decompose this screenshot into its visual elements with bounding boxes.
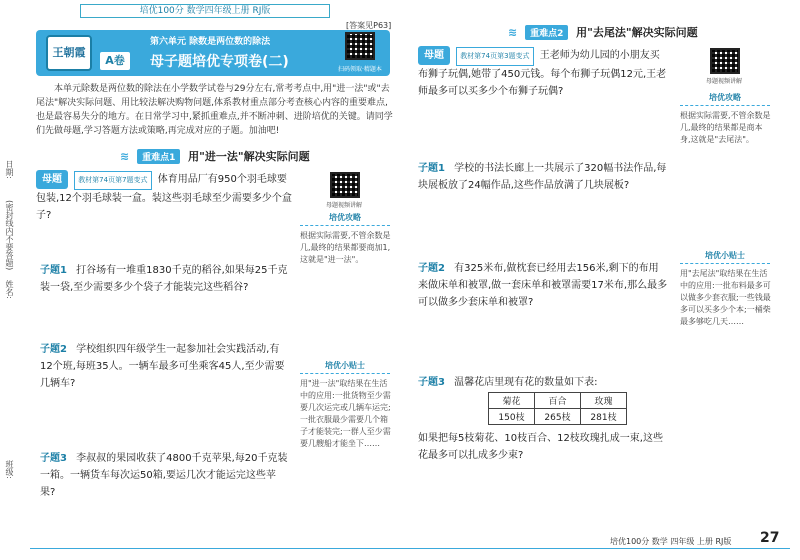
footer-divider xyxy=(30,548,790,549)
sub-problem-3-right xyxy=(418,374,668,391)
table-cell: 281枝 xyxy=(581,409,627,425)
sub-problem-3-left xyxy=(40,450,290,501)
table-cell: 265枝 xyxy=(535,409,581,425)
tip-body: 用"去尾法"取结果在生活中的应用:一批布料最多可以做多少套衣服;一些钱最多可以买多少个本;一桶柴最多够吃几天…… xyxy=(680,269,771,326)
problem-text: 学校组织四年级学生一起参加社会实践活动,有12个班,每班35人。一辆车最多可坐乘客45人,至少需要几辆车? xyxy=(40,344,285,389)
tip-title: 培优小贴士 xyxy=(300,360,390,374)
mother-problem-right xyxy=(418,46,668,100)
seal-note: (密封线内不要答题) xyxy=(5,200,14,271)
table-header-cell: 菊花 xyxy=(489,393,535,409)
tip-title: 培优攻略 xyxy=(680,92,770,106)
sub-label: 子题1 xyxy=(418,163,445,174)
answer-reference: [答案见P63] xyxy=(346,21,392,30)
table-header-row xyxy=(489,393,627,409)
top-banner xyxy=(0,0,410,20)
chevron-icon: ≋ xyxy=(508,26,518,39)
date-label: 日期: xyxy=(5,160,14,179)
unit-title: 第六单元 除数是两位数的除法 xyxy=(150,37,271,47)
table-cell: 150枝 xyxy=(489,409,535,425)
section-heading-1 xyxy=(120,148,310,166)
footer-text: 培优100分 数学 四年级 上册 RJ版 xyxy=(610,537,732,546)
brand-logo: 王朝霞 xyxy=(46,35,92,71)
tip-title: 培优小贴士 xyxy=(680,250,770,264)
qr-code-icon[interactable] xyxy=(710,48,740,74)
qr-caption: 母题视频讲解 xyxy=(706,78,743,85)
sub-problem-3-right-question: 如果把每5枝菊花、10枝百合、12枝玫瑰扎成一束,这些花最多可以扎成多少束? xyxy=(418,433,663,461)
paper-label: A卷 xyxy=(100,52,130,70)
qr-caption: 扫码领取·精题本 xyxy=(338,66,382,73)
sub-problem-1-right xyxy=(418,160,668,194)
main-title: 母子题培优专项卷(二) xyxy=(150,54,289,70)
qr-code-icon[interactable] xyxy=(345,32,375,60)
sub-label: 子题2 xyxy=(418,263,445,274)
problem-text: 学校的书法长廊上一共展示了320幅书法作品,每块展板放了24幅作品,这些作品放满了几块展板? xyxy=(418,163,667,191)
variant-tag: 教材第74页第3题变式 xyxy=(456,47,533,66)
table-header-cell: 玫瑰 xyxy=(581,393,627,409)
tip-title: 培优攻略 xyxy=(300,212,390,226)
section-title: 用"进一法"解决实际问题 xyxy=(188,150,310,163)
section-badge: 重难点1 xyxy=(137,149,180,164)
sub-label: 子题2 xyxy=(40,344,67,355)
mother-label: 母题 xyxy=(418,46,450,65)
sub-label: 子题1 xyxy=(40,265,67,276)
tip-body: 用"进一法"取结果在生活中的应用:一批货物至少需要几次运完或几辆车运完;一批衣服最少需要几个箱子才能装完;一群人至少需要几艘船才能坐下…… xyxy=(300,379,391,448)
problem-text: 有325米布,做枕套已经用去156米,剩下的布用来做床单和被罩,做一套床单和被罩需要17米布,那么最多可以做多少套床单和被罩? xyxy=(418,263,668,308)
name-label: 姓名: xyxy=(5,280,14,299)
class-label: 班级: xyxy=(5,460,14,479)
table-header-cell: 百合 xyxy=(535,393,581,409)
tip-body: 根据实际需要,不管余数是几,最终的结果都是商本身,这就是"去尾法"。 xyxy=(680,111,771,144)
sub-label: 子题3 xyxy=(418,377,445,388)
problem-text: 王老师为幼儿园的小朋友买布狮子玩偶,她带了450元钱。每个布狮子玩偶12元,王老师最多可以买多少个布狮子玩偶? xyxy=(418,50,667,97)
sub-problem-2-right xyxy=(418,260,668,311)
page-number: 27 xyxy=(760,530,780,546)
intro-paragraph: 本单元除数是两位数的除法在小学数学试卷与29分左右,常考考点中,用"进一法"或"去尾法"解决实际问题、用比较法解决购物问题,体系教材重点部分考查核心内容的重要难点,也是最容易失分的地方。在日常学习中,紧抓重难点,并不断冲刺、进阶培优的关键。请同学们先做母题,学习答题方法或策略,再完成对应的子题。加油吧! xyxy=(36,84,393,136)
mother-label: 母题 xyxy=(36,170,68,189)
flower-table xyxy=(488,392,627,425)
problem-text: 温馨花店里现有花的数量如下表: xyxy=(454,377,598,388)
sub-problem-1-left xyxy=(40,262,290,296)
chevron-icon: ≋ xyxy=(120,150,130,163)
sub-problem-2-left xyxy=(40,341,290,392)
section-heading-2 xyxy=(508,24,698,42)
sub-label: 子题3 xyxy=(40,453,67,464)
problem-text: 李叔叔的果园收获了4800千克苹果,每20千克装一箱。一辆货车每次运50箱,要运几次才能运完这些苹果? xyxy=(40,453,288,498)
qr-code-icon[interactable] xyxy=(330,172,360,198)
qr-caption: 母题视频讲解 xyxy=(326,202,363,209)
section-title: 用"去尾法"解决实际问题 xyxy=(576,26,698,39)
banner-text: 培优100分 数学四年级上册 RJ版 xyxy=(80,4,330,18)
variant-tag: 教材第74页第7题变式 xyxy=(74,171,151,190)
problem-text: 打谷场有一堆重1830千克的稻谷,如果每25千克装一袋,至少需要多少个袋子才能装完这些稻谷? xyxy=(40,265,288,293)
table-row xyxy=(489,409,627,425)
problem-text: 体育用品厂有950个羽毛球要包装,12个羽毛球装一盒。装这些羽毛球至少需要多少个盒子? xyxy=(36,174,292,221)
section-badge: 重难点2 xyxy=(525,25,568,40)
tip-body: 根据实际需要,不管余数是几,最终的结果都要商加1,这就是"进一法"。 xyxy=(300,231,391,264)
mother-problem-left xyxy=(36,170,292,224)
